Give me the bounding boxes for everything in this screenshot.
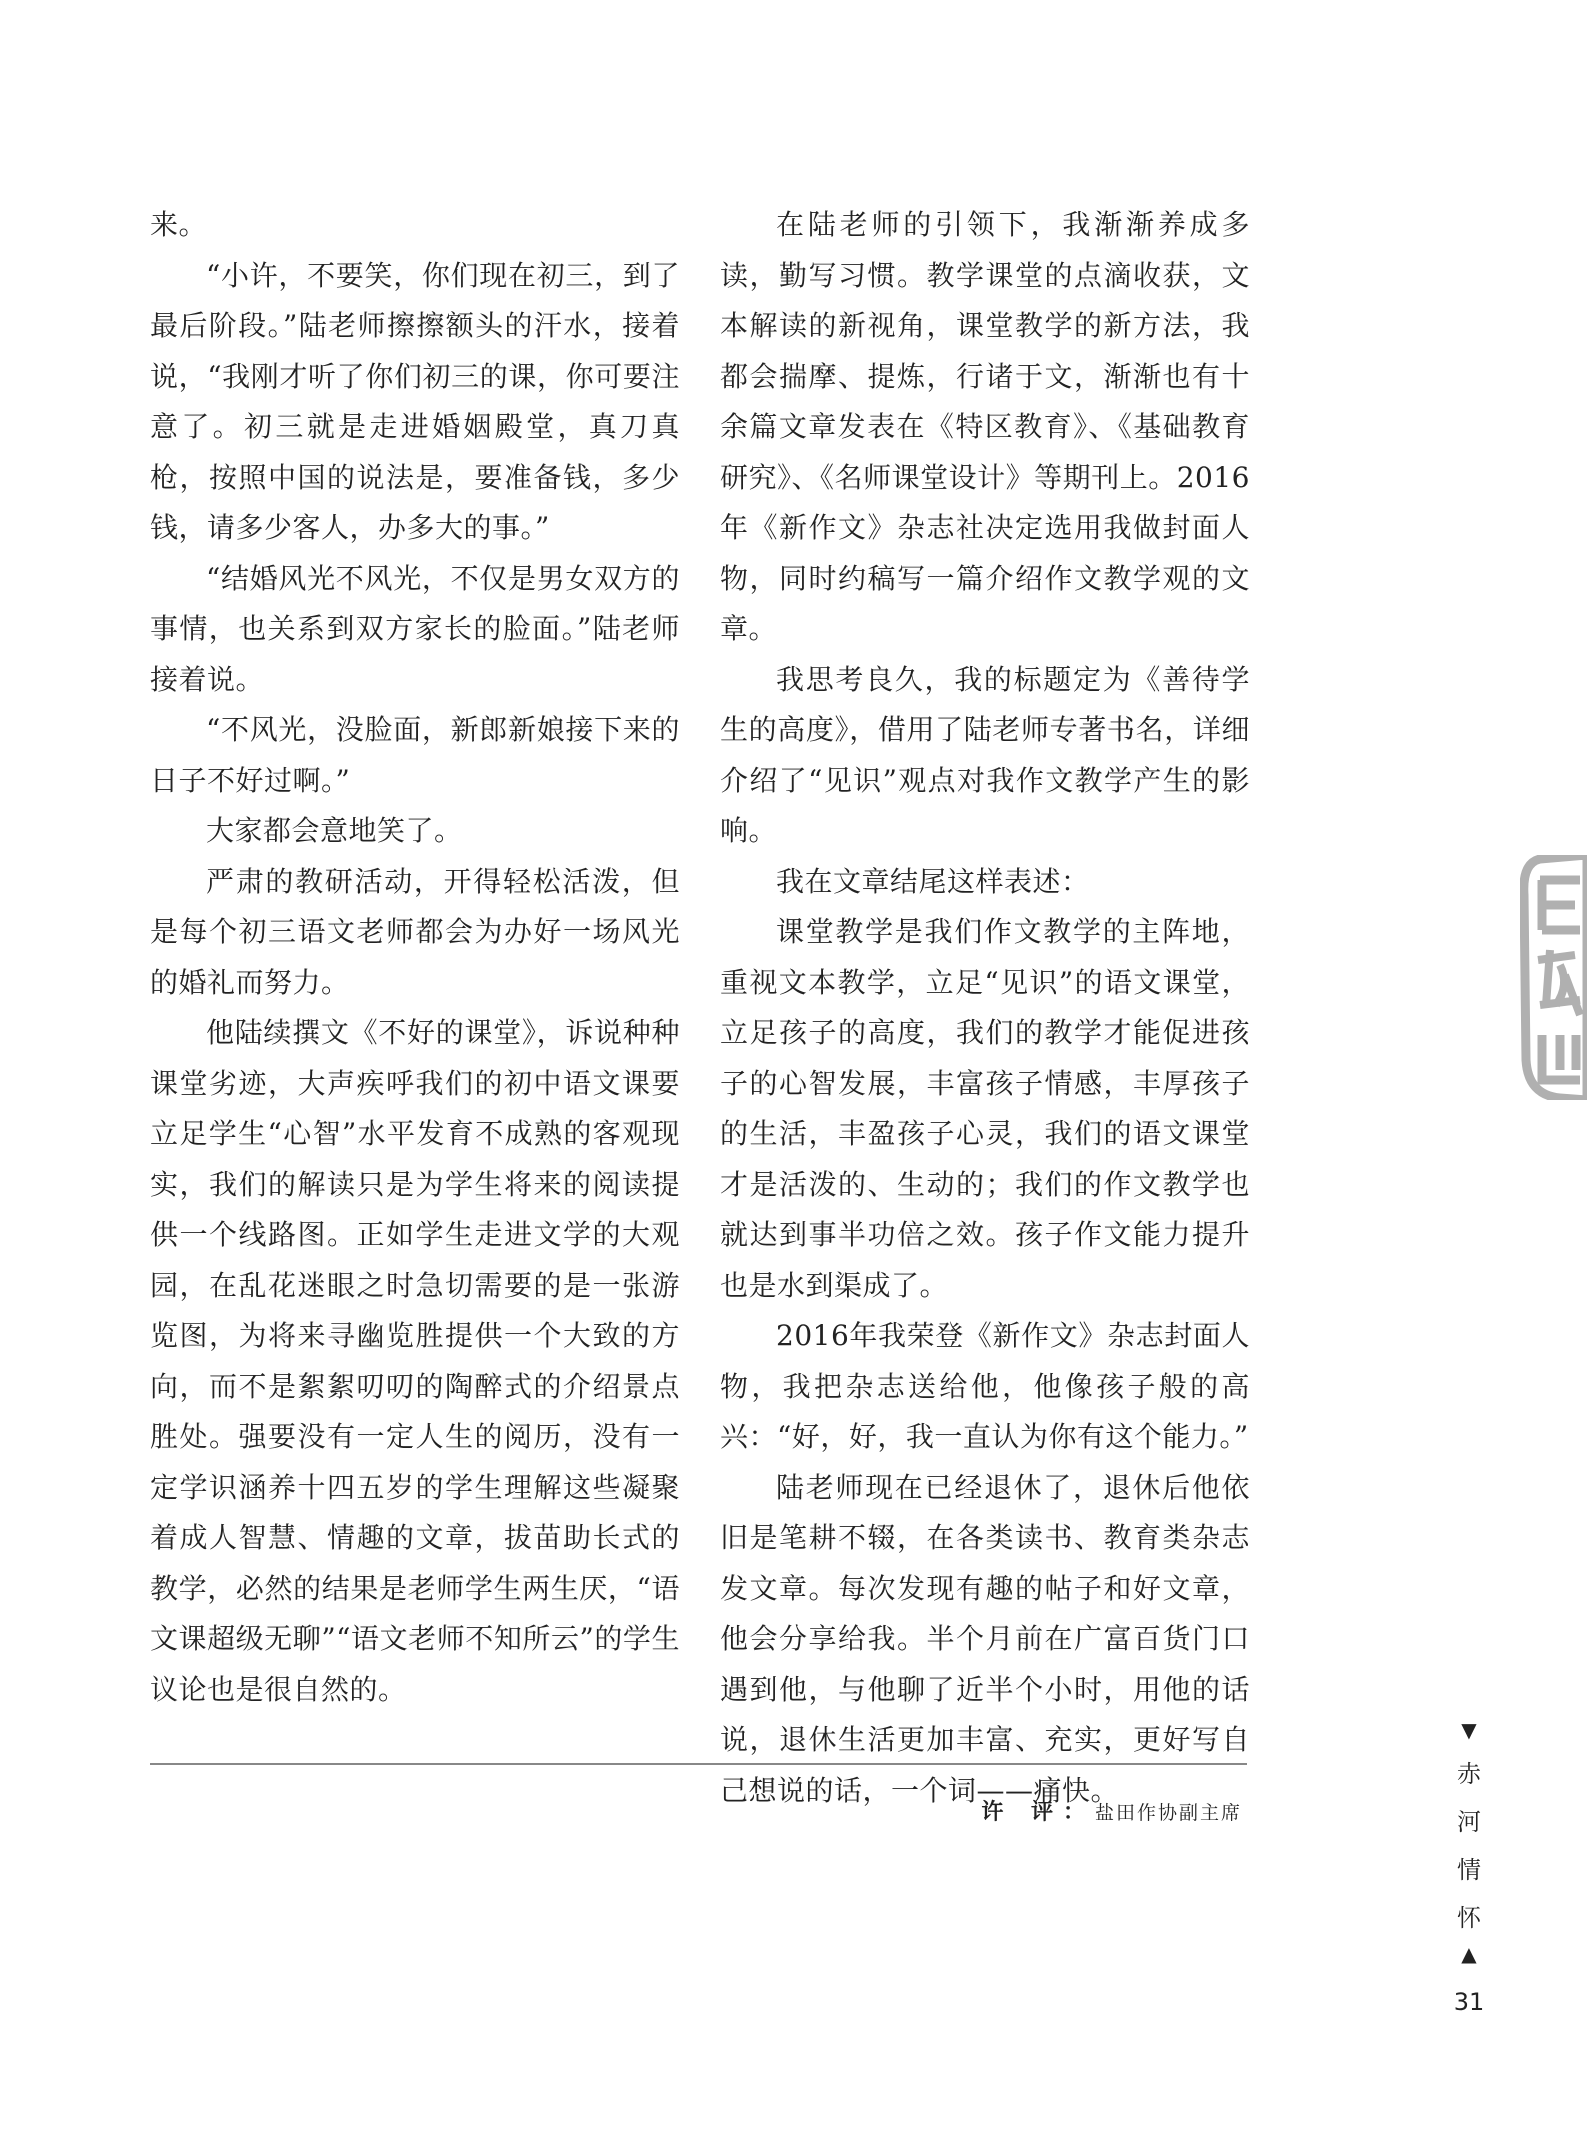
paragraph: “小许，不要笑，你们现在初三，到了最后阶段。”陆老师擦擦额头的汗水，接着说，“我刚才听了你们初三的课，你可要注意了。初三就是走进婚姻殿堂，真刀真枪，按照中国的说法是，要准备钱，多少钱，请多少客人，办多大的事。” — [150, 258, 680, 544]
author-role: 盐田作协副主席 — [1094, 1802, 1242, 1824]
section-char: 赤 — [1457, 1760, 1481, 1788]
section-char: 怀 — [1457, 1904, 1481, 1932]
paragraph: 大家都会意地笑了。 — [206, 814, 463, 847]
paragraph: 我思考良久，我的标题定为《善待学生的高度》，借用了陆老师专著书名，详细介绍了“见识”观点对我作文教学产生的影响。 — [720, 662, 1250, 847]
paragraph: 他陆续撰文《不好的课堂》，诉说种种课堂劣迹，大声疾呼我们的初中语文课要立足学生“心智”水平发育不成熟的客观现实，我们的解读只是为学生将来的阅读提供一个线路图。正如学生走进文学的大观园，在乱花迷眼之时急切需要的是一张游览图，为将来寻幽览胜提供一个大致的方向，而不是絮絮叨叨的陶醉式的介绍景点胜处。强要没有一定人生的阅历，没有一定学识涵养十四五岁的学生理解这些凝聚着成人智慧、情趣的文章，拔苗助长式的教学，必然的结果是老师学生两生厌，“语文课超级无聊”“语文老师不知所云”的学生议论也是很自然的。 — [150, 1016, 680, 1706]
footer-divider — [150, 1763, 1247, 1765]
article-left-column — [150, 200, 680, 1715]
paragraph: 2016年我荣登《新作文》杂志封面人物，我把杂志送给他，他像孩子般的高兴：“好，好，我一直认为你有这个能力。” — [720, 1319, 1250, 1453]
paragraph: 严肃的教研活动，开得轻松活泼，但是每个初三语文老师都会为办好一场风光的婚礼而努力。 — [150, 864, 680, 999]
paragraph: “结婚风光不风光，不仅是男女双方的事情，也关系到双方家长的脸面。”陆老师接着说。 — [150, 561, 680, 696]
section-title-vertical — [1449, 1750, 1489, 1942]
paragraph: 陆老师现在已经退休了，退休后他依旧是笔耕不辍，在各类读书、教育类杂志发文章。每次发现有趣的帖子和好文章，他会分享给我。半个月前在广富百货门口遇到他，与他聊了近半个小时，用他的话说，退休生活更加丰富、充实，更好写自己想说的话，一个词——痛快。 — [720, 1470, 1250, 1807]
paragraph: 在陆老师的引领下，我渐渐养成多读，勤写习惯。教学课堂的点滴收获，文本解读的新视角，课堂教学的新方法，我都会揣摩、提炼，行诸于文，渐渐也有十余篇文章发表在《特区教育》、《基础教育研究》、《名师课堂设计》等期刊上。2016年《新作文》杂志社决定选用我做封面人物，同时约稿写一篇介绍作文教学观的文章。 — [720, 208, 1250, 645]
triangle-up-icon: ▲ — [1461, 1942, 1477, 1966]
page-number: 31 — [1453, 1988, 1485, 2016]
section-char: 河 — [1457, 1808, 1481, 1836]
seal-stamp-icon — [1520, 855, 1587, 1100]
section-label — [1449, 1718, 1489, 1966]
paragraph: 来。 — [150, 208, 208, 241]
article-right-column — [720, 200, 1250, 1816]
section-char: 情 — [1457, 1856, 1481, 1884]
paragraph: “不风光，没脸面，新郎新娘接下来的日子不好过啊。” — [150, 713, 680, 797]
triangle-down-icon: ▼ — [1461, 1718, 1477, 1742]
paragraph: 课堂教学是我们作文教学的主阵地，重视文本教学，立足“见识”的语文课堂，立足孩子的高度，我们的教学才能促进孩子的心智发展，丰富孩子情感，丰厚孩子的生活，丰盈孩子心灵，我们的语文课堂才是活泼的、生动的；我们的作文教学也就达到事半功倍之效。孩子作文能力提升也是水到渠成了。 — [720, 915, 1250, 1302]
author-name: 许 评： — [981, 1800, 1095, 1825]
paragraph: 我在文章结尾这样表述： — [776, 864, 1090, 898]
author-credit — [981, 1795, 1242, 1826]
